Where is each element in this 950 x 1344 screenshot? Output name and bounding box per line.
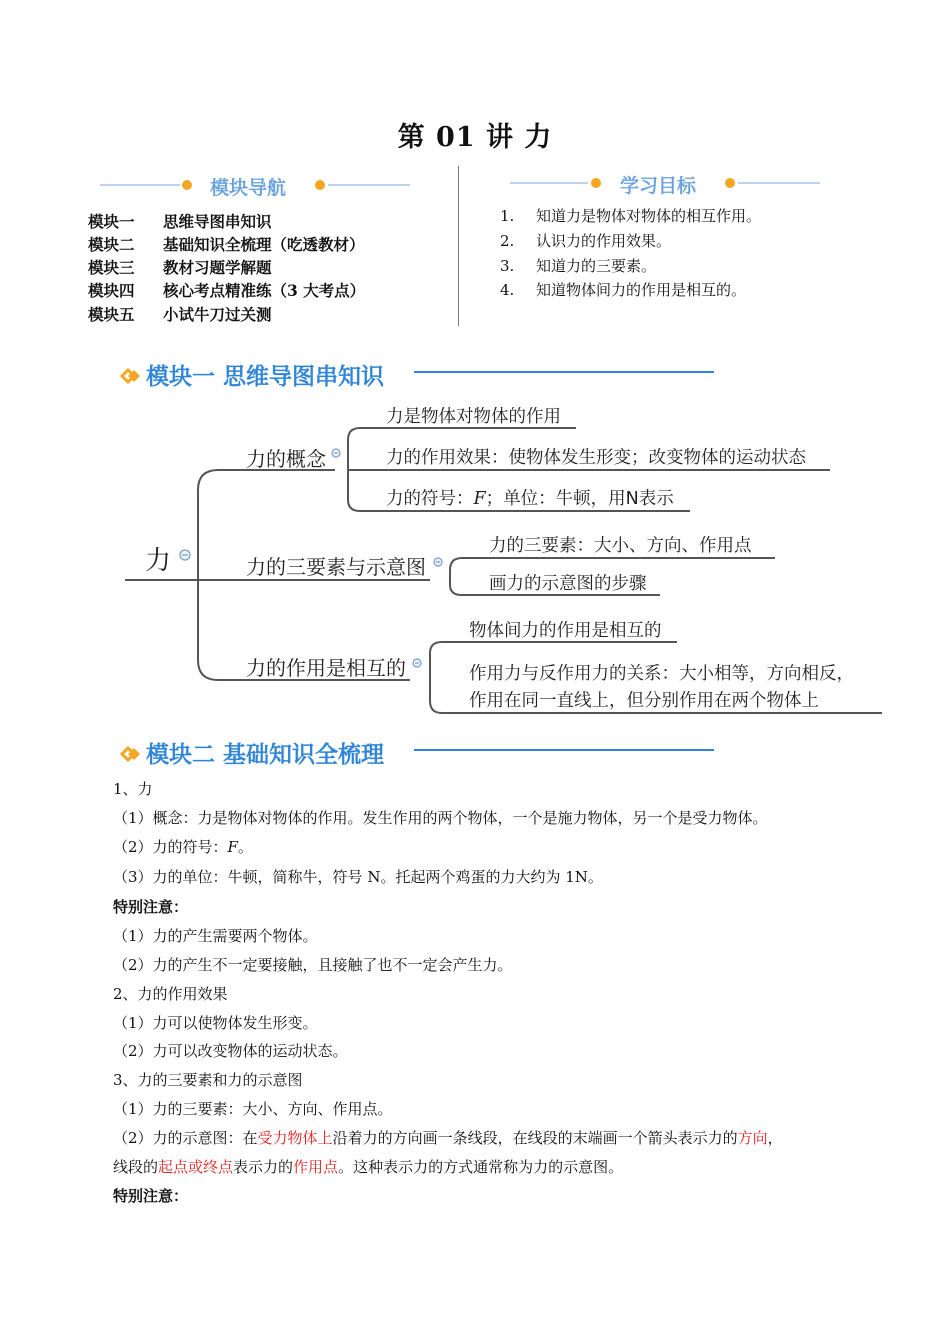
- diagram-text-part: （2）力的示意图：在: [113, 1129, 258, 1147]
- symbol-text-prefix: （2）力的符号：: [113, 838, 228, 856]
- section1-title: 模块一 思维导图串知识: [146, 364, 385, 390]
- note1-item-1: （1）力的产生需要两个物体。: [113, 927, 318, 945]
- module-key: 模块一: [88, 212, 135, 231]
- leaf-definition: 力是物体对物体的作用: [386, 407, 561, 427]
- effect-item-2: （2）力可以改变物体的运动状态。: [113, 1042, 348, 1060]
- diagram-text-line1: [113, 1128, 783, 1148]
- section2-rule: [414, 749, 714, 751]
- goal-text: 知道力的三要素。: [536, 257, 657, 275]
- goal-text: 认识力的作用效果。: [536, 232, 672, 250]
- concept-text: （1）概念：力是物体对物体的作用。发生作用的两个物体，一个是施力物体，另一个是受力物体。: [113, 809, 768, 827]
- highlight-direction: 方向: [737, 1129, 768, 1147]
- branch-mutual: 力的作用是相互的: [246, 656, 406, 680]
- module-text: 小试牛刀过关测: [163, 305, 272, 324]
- diagram-text-part: 线段的: [113, 1158, 159, 1176]
- leaf-reaction-2: 作用在同一直线上，但分别作用在两个物体上: [469, 691, 819, 711]
- highlight-receiver: 受力物体上: [257, 1129, 333, 1147]
- leaf-mutual: 物体间力的作用是相互的: [469, 621, 662, 641]
- goal-text: 知道力是物体对物体的相互作用。: [536, 207, 762, 225]
- module-text: 思维导图串知识: [163, 212, 272, 231]
- special-note-2: 特别注意：: [113, 1187, 189, 1205]
- goal-item-1: [500, 205, 761, 226]
- section1-header: [114, 358, 724, 392]
- goals-heading: 学习目标: [620, 175, 697, 197]
- symbol-text-var: F: [227, 838, 238, 856]
- module-key: 模块五: [88, 305, 135, 324]
- leaf-symbol-prefix: 力的符号：: [386, 489, 474, 509]
- diagram-text-part: ，: [767, 1129, 783, 1147]
- module-item-1[interactable]: [88, 210, 272, 232]
- leaf-reaction-1: 作用力与反作用力的关系：大小相等，方向相反，: [469, 664, 854, 684]
- leaf-symbol: [386, 485, 674, 510]
- diagram-text-part: 沿着力的方向画一条线段，在线段的末端画一个箭头表示力的: [332, 1129, 738, 1147]
- page-title: 第 01 讲 力: [397, 122, 553, 153]
- section2-title: 模块二 基础知识全梳理: [146, 742, 385, 768]
- section2-header: [114, 736, 724, 770]
- three-elements-text: （1）力的三要素：大小、方向、作用点。: [113, 1100, 393, 1118]
- module-item-4[interactable]: [88, 279, 365, 301]
- branch-concept: 力的概念: [246, 447, 326, 471]
- module-item-5[interactable]: [88, 303, 272, 325]
- note1-item-2: （2）力的产生不一定要接触，且接触了也不一定会产生力。: [113, 956, 513, 974]
- module-text: 教材习题学解题: [163, 258, 272, 277]
- goal-number: 4.: [500, 281, 515, 299]
- symbol-text-suffix: 。: [237, 838, 253, 856]
- module-key: 模块三: [88, 258, 135, 277]
- nav-header: [100, 172, 410, 200]
- diamond-icon: [114, 740, 142, 768]
- leaf-diagram-steps: 画力的示意图的步骤: [489, 574, 647, 594]
- leaf-three-elements: 力的三要素：大小、方向、作用点: [489, 536, 752, 556]
- module-key: 模块二: [88, 235, 135, 254]
- column-divider: [458, 166, 459, 326]
- heading-force: 1、力: [113, 780, 153, 798]
- leaf-effect: 力的作用效果：使物体发生形变；改变物体的运动状态: [386, 448, 806, 468]
- leaf-symbol-var: F: [473, 489, 486, 509]
- goal-item-2: [500, 230, 671, 251]
- diagram-text-part: 。这种表示力的方式通常称为力的示意图。: [338, 1158, 624, 1176]
- module-text: 基础知识全梳理（吃透教材）: [163, 235, 365, 254]
- highlight-start-end: 起点或终点: [158, 1158, 234, 1176]
- goal-item-3: [500, 255, 656, 276]
- goal-item-4: [500, 279, 746, 300]
- module-text: 核心考点精准练（3 大考点）: [163, 281, 366, 300]
- special-note-1: 特别注意：: [113, 898, 189, 916]
- goal-number: 3.: [500, 257, 515, 275]
- section1-rule: [414, 371, 714, 373]
- unit-text: （3）力的单位：牛顿，简称牛，符号 N。托起两个鸡蛋的力大约为 1N。: [113, 868, 603, 886]
- module-item-3[interactable]: [88, 256, 272, 278]
- diamond-icon: [114, 362, 142, 390]
- goal-number: 2.: [500, 232, 515, 250]
- mind-map-root: 力: [145, 546, 172, 576]
- symbol-text: [113, 837, 253, 857]
- goals-header: [510, 170, 820, 198]
- module-item-2[interactable]: [88, 233, 365, 255]
- highlight-point: 作用点: [293, 1158, 339, 1176]
- heading-effect: 2、力的作用效果: [113, 985, 228, 1003]
- nav-heading: 模块导航: [210, 177, 287, 199]
- leaf-symbol-suffix: ；单位：牛顿，用N表示: [485, 489, 674, 509]
- goal-number: 1.: [500, 207, 515, 225]
- effect-item-1: （1）力可以使物体发生形变。: [113, 1014, 318, 1032]
- diagram-text-line2: [113, 1157, 623, 1177]
- module-key: 模块四: [88, 281, 135, 300]
- goal-text: 知道物体间力的作用是相互的。: [536, 281, 747, 299]
- branch-three-elements: 力的三要素与示意图: [246, 555, 426, 579]
- heading-three-elements: 3、力的三要素和力的示意图: [113, 1071, 303, 1089]
- diagram-text-part: 表示力的: [233, 1158, 294, 1176]
